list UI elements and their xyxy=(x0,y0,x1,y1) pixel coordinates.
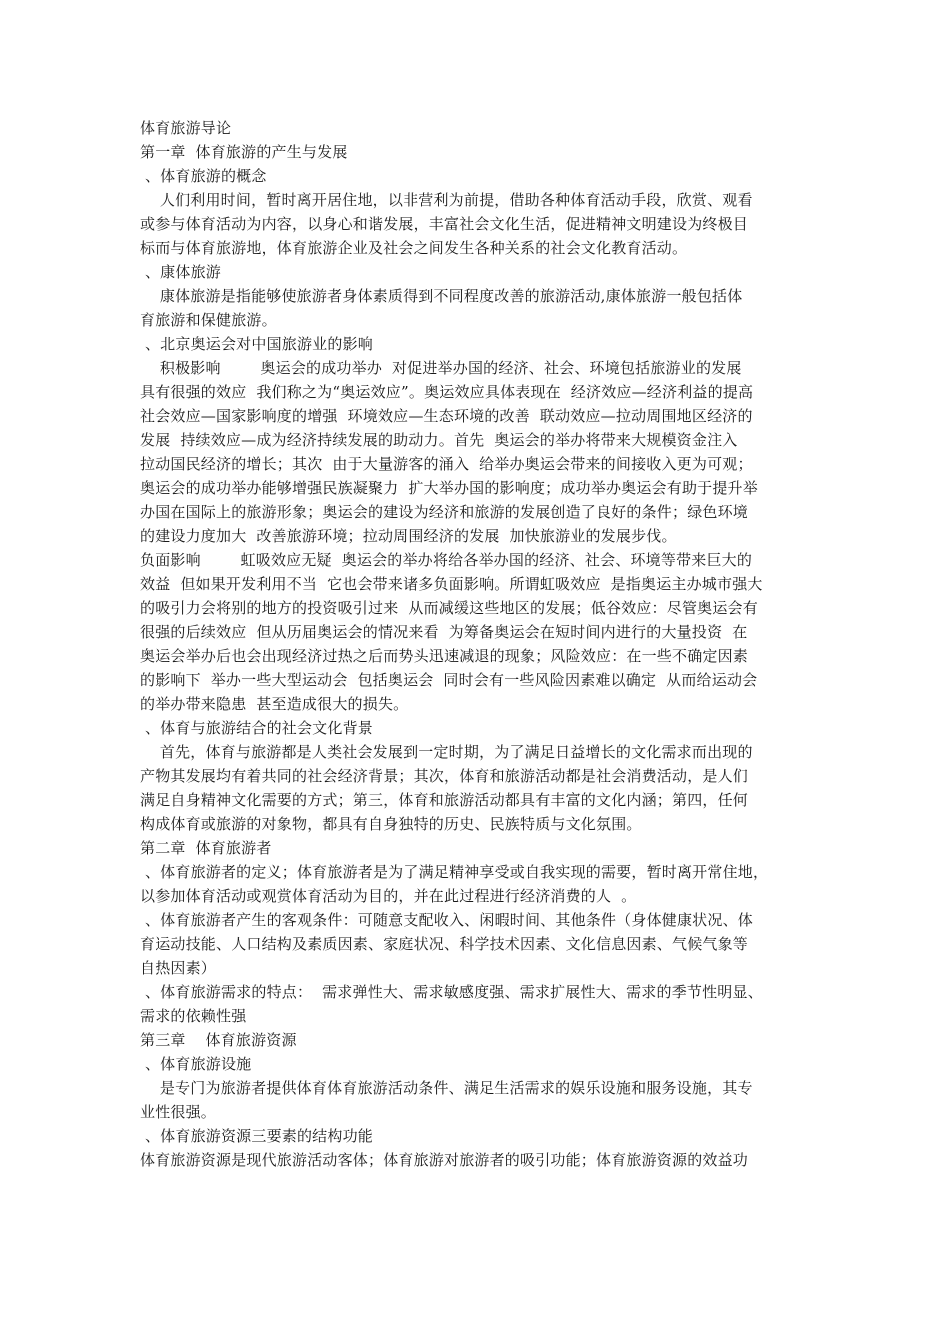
text-line: 产物其发展均有着共同的社会经济背景；其次，体育和旅游活动都是社会消费活动，是人们 xyxy=(140,767,749,785)
text-line: 效益 但如果开发利用不当 它也会带来诸多负面影响。所谓虹吸效应 是指奥运主办城市强大 xyxy=(140,575,763,593)
text-line: 或参与体育活动为内容，以身心和谐发展，丰富社会文化生活，促进精神文明建设为终极目 xyxy=(140,215,749,233)
text-line: 办国在国际上的旅游形象；奥运会的建设为经济和旅游的发展创造了良好的条件；绿色环境 xyxy=(140,503,749,521)
text-line: 很强的后续效应 但从历届奥运会的情况来看 为筹备奥运会在短时间内进行的大量投资 在 xyxy=(140,623,748,641)
text-line: 负面影响 虹吸效应无疑 奥运会的举办将给各举办国的经济、社会、环境等带来巨大的 xyxy=(140,551,753,569)
text-line: 发展 持续效应—成为经济持续发展的助动力。首先 奥运会的举办将带来大规模资金注入 xyxy=(140,431,738,449)
text-line: 自热因素） xyxy=(140,959,217,977)
text-line: 、体育旅游需求的特点： 需求弹性大、需求敏感度强、需求扩展性大、需求的季节性明显、 xyxy=(140,983,763,1001)
text-line: 、体育旅游的概念 xyxy=(140,167,267,185)
text-line: 业性很强。 xyxy=(140,1103,217,1121)
text-line: 社会效应—国家影响度的增强 环境效应—生态环境的改善 联动效应—拉动周围地区经济的 xyxy=(140,407,753,425)
text-line: 、体育旅游者的定义；体育旅游者是为了满足精神享受或自我实现的需要，暂时离开常住地， xyxy=(140,863,769,881)
text-line: 第三章 体育旅游资源 xyxy=(140,1031,297,1049)
text-line: 、北京奥运会对中国旅游业的影响 xyxy=(140,335,373,353)
text-line: 、康体旅游 xyxy=(140,263,221,281)
text-line: 的举办带来隐患 甚至造成很大的损失。 xyxy=(140,695,409,713)
text-line: 、体育旅游设施 xyxy=(140,1055,252,1073)
text-line: 以参加体育活动或观赏体育活动为目的，并在此过程进行经济消费的人 。 xyxy=(140,887,637,905)
text-line: 是专门为旅游者提供体育体育旅游活动条件、满足生活需求的娱乐设施和服务设施，其专 xyxy=(140,1079,753,1097)
text-line: 的吸引力会将别的地方的投资吸引过来 从而减缓这些地区的发展；低谷效应：尽管奥运会有 xyxy=(140,599,758,617)
text-line: 奥运会举办后也会出现经济过热之后而势头迅速减退的现象；风险效应：在一些不确定因素 xyxy=(140,647,749,665)
text-line: 人们利用时间，暂时离开居住地，以非营利为前提，借助各种体育活动手段，欣赏、观看 xyxy=(140,191,753,209)
text-line: 的影响下 举办一些大型运动会 包括奥运会 同时会有一些风险因素难以确定 从而给运动会 xyxy=(140,671,758,689)
text-line: 、体育与旅游结合的社会文化背景 xyxy=(140,719,373,737)
text-line: 第一章 体育旅游的产生与发展 xyxy=(140,143,348,161)
text-line: 积极影响 奥运会的成功举办 对促进举办国的经济、社会、环境包括旅游业的发展 xyxy=(140,359,742,377)
text-line: 育运动技能、人口结构及素质因素、家庭状况、科学技术因素、文化信息因素、气候气象等 xyxy=(140,935,749,953)
text-line: 体育旅游导论 xyxy=(140,119,232,137)
text-line: 的建设力度加大 改善旅游环境；拉动周围经济的发展 加快旅游业的发展步伐。 xyxy=(140,527,677,545)
document-page xyxy=(140,116,812,1172)
text-line: 首先，体育与旅游都是人类社会发展到一定时期，为了满足日益增长的文化需求而出现的 xyxy=(140,743,753,761)
text-line: 满足自身精神文化需要的方式；第三，体育和旅游活动都具有丰富的文化内涵；第四，任何 xyxy=(140,791,749,809)
text-line: 、体育旅游者产生的客观条件：可随意支配收入、闲暇时间、其他条件（身体健康状况、体 xyxy=(140,911,753,929)
text-line: 、体育旅游资源三要素的结构功能 xyxy=(140,1127,373,1145)
text-line: 构成体育或旅游的对象物，都具有自身独特的历史、民族特质与文化氛围。 xyxy=(140,815,642,833)
text-line: 奥运会的成功举办能够增强民族凝聚力 扩大举办国的影响度；成功举办奥运会有助于提升举 xyxy=(140,479,758,497)
text-line: 具有很强的效应 我们称之为“奥运效应”。奥运效应具体表现在 经济效应—经济利益的提高 xyxy=(140,383,754,401)
text-line: 需求的依赖性强 xyxy=(140,1007,247,1025)
text-line: 拉动国民经济的增长；其次 由于大量游客的涌入 给举办奥运会带来的间接收入更为可观； xyxy=(140,455,753,473)
text-line: 标而与体育旅游地，体育旅游企业及社会之间发生各种关系的社会文化教育活动。 xyxy=(140,239,688,257)
text-line: 康体旅游是指能够使旅游者身体素质得到不同程度改善的旅游活动,康体旅游一般包括体 xyxy=(140,287,743,305)
text-line: 育旅游和保健旅游。 xyxy=(140,311,277,329)
text-line: 体育旅游资源是现代旅游活动客体；体育旅游对旅游者的吸引功能；体育旅游资源的效益功 xyxy=(140,1151,749,1169)
text-line: 第二章 体育旅游者 xyxy=(140,839,272,857)
